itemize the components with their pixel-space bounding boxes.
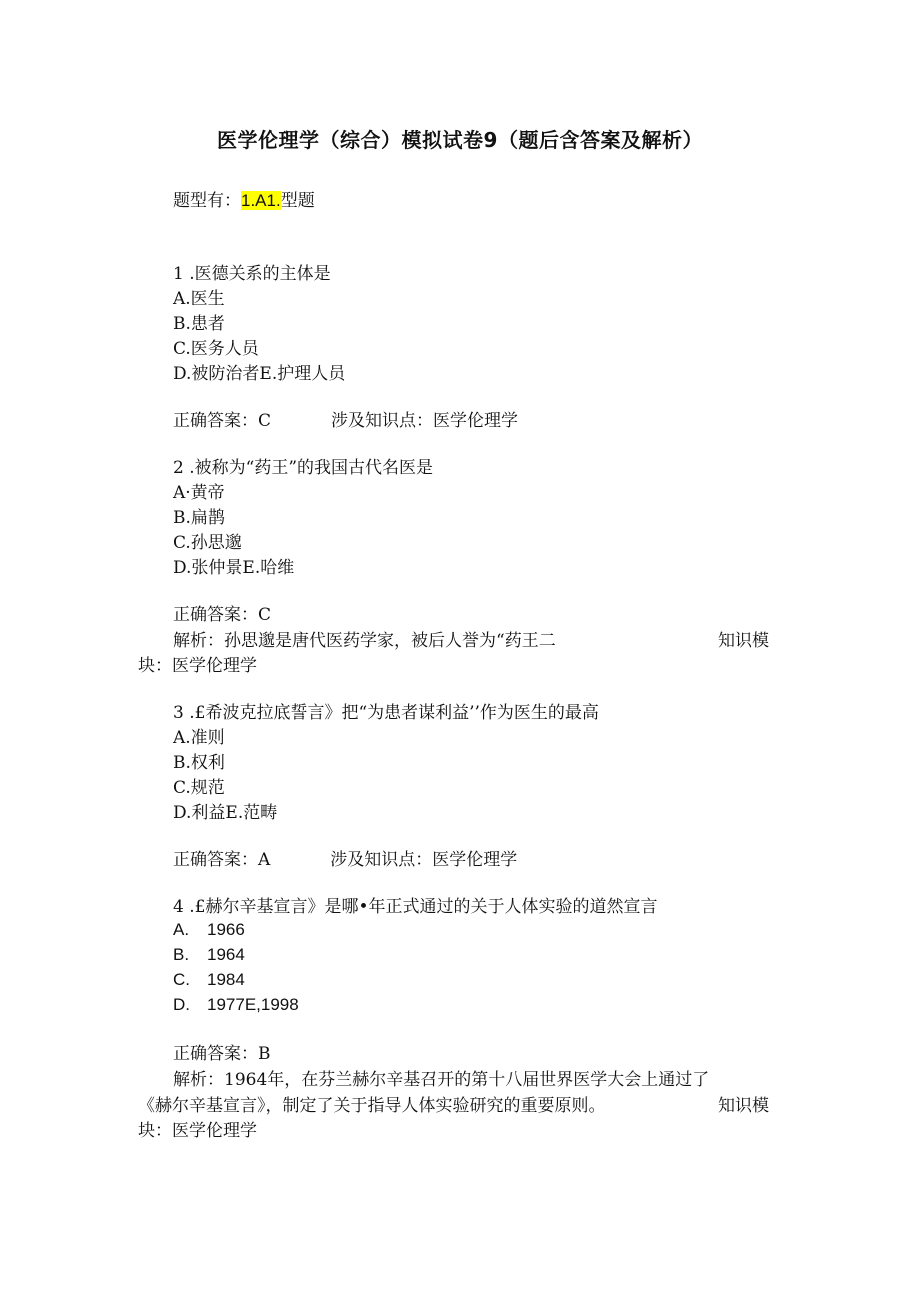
question-2-explanation: 解析：孙思邈是唐代医药学家，被后人誉为“药王二 bbox=[173, 631, 556, 651]
question-1-option-a: A.医生 bbox=[173, 289, 225, 309]
question-type-suffix: 型题 bbox=[280, 191, 315, 211]
question-3-stem: 3 .£希波克拉底誓言》把“为患者谋利益’’作为医生的最高 bbox=[173, 703, 599, 723]
question-3-option-d-e: D.利益E.范畴 bbox=[173, 803, 278, 823]
option-letter: A. bbox=[173, 920, 190, 939]
question-4-knowledge-module: 块：医学伦理学 bbox=[138, 1121, 257, 1141]
question-2-option-d-e: D.张仲景E.哈维 bbox=[173, 558, 295, 578]
question-4-answer: 正确答案：B bbox=[173, 1044, 271, 1064]
question-4-explanation-line-1: 解析：1964年，在芬兰赫尔辛基召开的第十八届世界医学大会上通过了 bbox=[173, 1070, 710, 1090]
question-type-highlight: 1.A1. bbox=[241, 191, 281, 210]
question-4-option-d-e bbox=[173, 994, 299, 1016]
question-4-explanation-line-2: 《赫尔辛基宣言》，制定了关于指导人体实验研究的重要原则。 bbox=[138, 1096, 606, 1116]
question-type-label: 题型有： bbox=[173, 191, 241, 211]
option-letter: B. bbox=[173, 945, 190, 964]
option-letter: D. bbox=[173, 995, 190, 1014]
question-2-knowledge-module: 块：医学伦理学 bbox=[138, 656, 257, 676]
question-1-stem: 1 .医德关系的主体是 bbox=[173, 264, 331, 284]
question-1-option-b: B.患者 bbox=[173, 314, 225, 334]
question-2-stem: 2 .被称为“药王”的我国古代名医是 bbox=[173, 458, 434, 478]
question-4-stem: 4 .£赫尔辛基宣言》是哪•年正式通过的关于人体实验的道然宣言 bbox=[173, 897, 658, 917]
question-1-option-c: C.医务人员 bbox=[173, 339, 259, 359]
document-title: 医学伦理学（综合）模拟试卷9（题后含答案及解析） bbox=[217, 128, 703, 152]
option-value: 1977E,1998 bbox=[207, 995, 299, 1014]
question-3-option-c: C.规范 bbox=[173, 778, 225, 798]
question-type-line bbox=[173, 190, 315, 212]
option-value: 1964 bbox=[207, 945, 245, 964]
option-letter: C. bbox=[173, 970, 190, 989]
question-4-knowledge-module-label: 知识模 bbox=[718, 1096, 769, 1116]
question-1-option-d-e: D.被防治者E.护理人员 bbox=[173, 364, 346, 384]
question-3-answer-row bbox=[173, 849, 517, 871]
question-3-knowledge-point: 涉及知识点：医学伦理学 bbox=[330, 850, 518, 870]
question-4-option-c bbox=[173, 969, 245, 991]
question-3-answer: 正确答案：A bbox=[173, 850, 271, 870]
question-2-knowledge-module-label: 知识模 bbox=[718, 631, 769, 651]
option-value: 1966 bbox=[207, 920, 245, 939]
option-value: 1984 bbox=[207, 970, 245, 989]
question-3-option-a: A.准则 bbox=[173, 728, 225, 748]
question-4-option-b bbox=[173, 944, 245, 966]
question-2-answer: 正确答案：C bbox=[173, 605, 272, 625]
question-2-option-a: A·黄帝 bbox=[173, 483, 225, 503]
question-2-option-b: B.扁鹊 bbox=[173, 508, 225, 528]
question-4-option-a bbox=[173, 919, 245, 941]
question-3-option-b: B.权利 bbox=[173, 753, 225, 773]
question-1-answer-row bbox=[173, 410, 518, 432]
question-1-knowledge-point: 涉及知识点：医学伦理学 bbox=[331, 411, 519, 431]
question-2-option-c: C.孙思邈 bbox=[173, 533, 242, 553]
question-1-answer: 正确答案：C bbox=[173, 411, 272, 431]
